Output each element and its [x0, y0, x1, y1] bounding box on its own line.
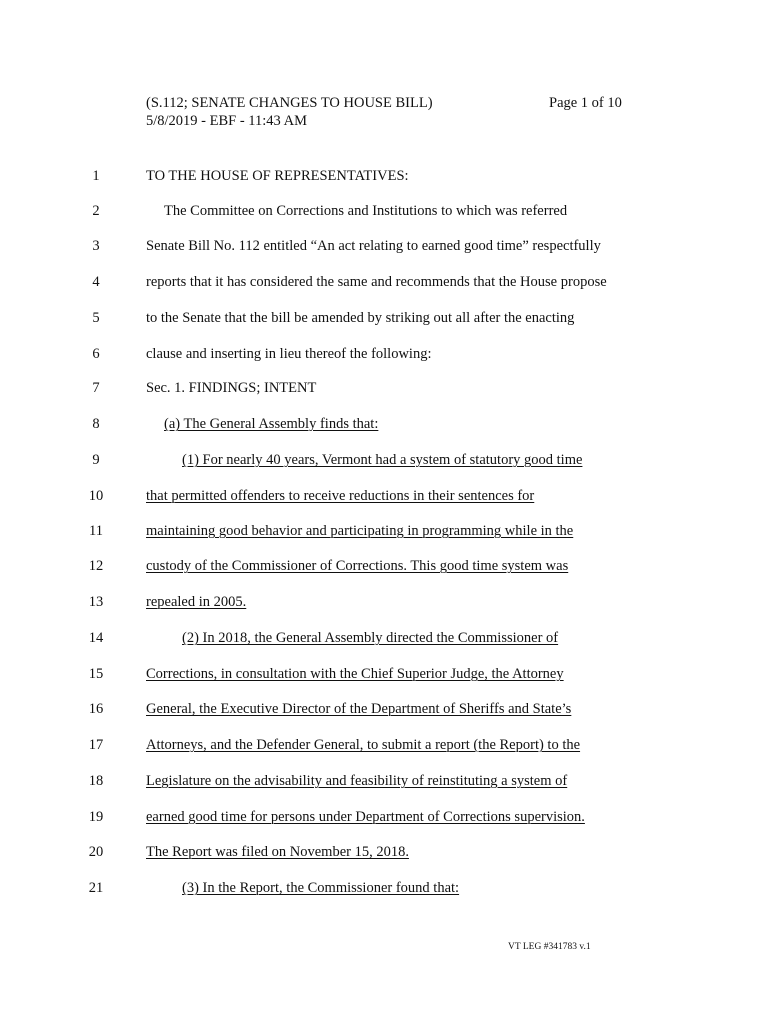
line-number: 6	[92, 346, 100, 362]
page-number: Page 1 of 10	[549, 95, 622, 111]
line-number: 2	[92, 203, 100, 219]
line-text: Corrections, in consultation with the Chief Superior Judge, the Attorney	[146, 666, 564, 682]
line-text: Legislature on the advisability and feasibility of reinstituting a system of	[146, 773, 568, 789]
line-text: clause and inserting in lieu thereof the following:	[146, 346, 432, 362]
draft-date: 5/8/2019 - EBF - 11:43 AM	[146, 113, 307, 129]
line-number: 20	[88, 844, 104, 860]
line-text: (1) For nearly 40 years, Vermont had a system of statutory good time	[182, 452, 583, 468]
line-number: 3	[92, 238, 100, 254]
line-text: (3) In the Report, the Commissioner found that:	[182, 880, 460, 896]
line-text: The Committee on Corrections and Institutions to which was referred	[164, 203, 568, 219]
line-text: reports that it has considered the same and recommends that the House propose	[146, 274, 607, 290]
line-text: to the Senate that the bill be amended by striking out all after the enacting	[146, 310, 575, 326]
line-text: maintaining good behavior and participating in programming while in the	[146, 523, 574, 539]
line-number: 5	[92, 310, 100, 326]
line-number: 9	[92, 452, 100, 468]
line-number: 14	[88, 630, 104, 646]
bill-header: (S.112; SENATE CHANGES TO HOUSE BILL)	[146, 95, 433, 111]
line-text: TO THE HOUSE OF REPRESENTATIVES:	[146, 168, 409, 184]
line-number: 7	[92, 380, 100, 396]
line-number: 17	[88, 737, 104, 753]
line-text: repealed in 2005.	[146, 594, 247, 610]
line-number: 8	[92, 416, 100, 432]
document-footer: VT LEG #341783 v.1	[508, 942, 591, 952]
line-text: custody of the Commissioner of Corrections. This good time system was	[146, 558, 569, 574]
line-number: 19	[88, 809, 104, 825]
line-number: 21	[88, 880, 104, 896]
line-number: 11	[89, 523, 103, 539]
section-heading: Sec. 1. FINDINGS; INTENT	[146, 380, 317, 396]
line-number: 12	[88, 558, 104, 574]
line-text: earned good time for persons under Department of Corrections supervision.	[146, 809, 585, 825]
line-text: General, the Executive Director of the Department of Sheriffs and State’s	[146, 701, 572, 717]
line-text: The Report was filed on November 15, 2018.	[146, 844, 409, 860]
line-text: Senate Bill No. 112 entitled “An act relating to earned good time” respectfully	[146, 238, 601, 254]
line-text: Attorneys, and the Defender General, to submit a report (the Report) to the	[146, 737, 581, 753]
line-number: 4	[92, 274, 100, 290]
line-text: (a) The General Assembly finds that:	[164, 416, 379, 432]
line-number: 18	[88, 773, 104, 789]
line-number: 15	[88, 666, 104, 682]
line-number: 10	[88, 488, 104, 504]
line-text: (2) In 2018, the General Assembly directed the Commissioner of	[182, 630, 559, 646]
line-number: 1	[92, 168, 100, 184]
line-text: that permitted offenders to receive reductions in their sentences for	[146, 488, 535, 504]
line-number: 13	[88, 594, 104, 610]
line-number: 16	[88, 701, 104, 717]
